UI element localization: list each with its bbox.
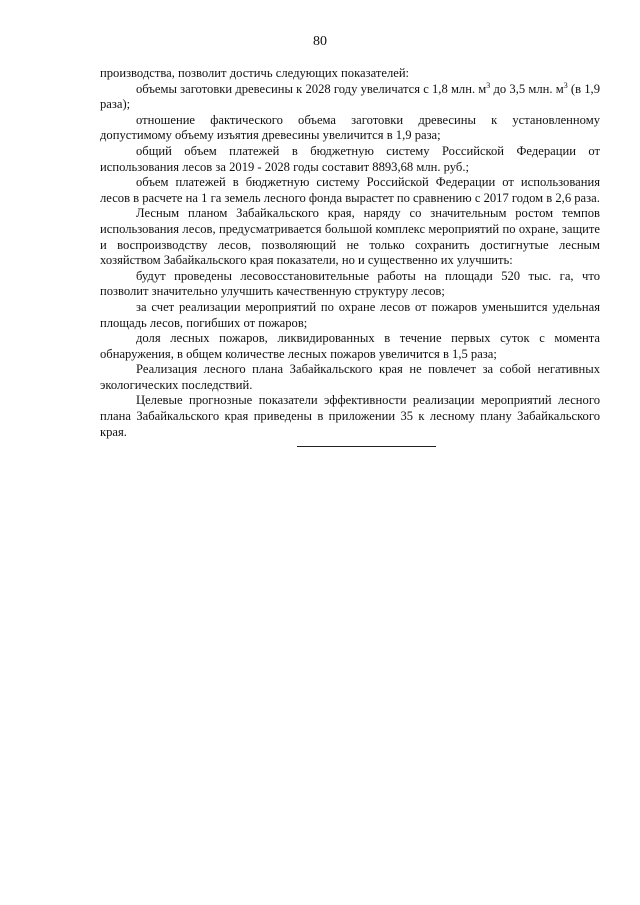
paragraph-reforestation: будут проведены лесовосстановительные работы на площади 520 тыс. га, что позволит значительно улучшить качественную структуру лесов; <box>100 268 600 299</box>
paragraph-harvest-ratio: отношение фактического объема заготовки древесины к установленному допустимому объему изъятия древесины увеличится в 1,9 раза; <box>100 112 600 143</box>
harvest-volume-text-middle: до 3,5 млн. м <box>490 81 564 96</box>
document-body <box>100 66 600 440</box>
paragraph-ecology: Реализация лесного плана Забайкальского края не повлечет за собой негативных экологических последствий. <box>100 362 600 392</box>
page-number: 80 <box>313 34 327 49</box>
paragraph-total-payments: общий объем платежей в бюджетную систему Российской Федерации от использования лесов за 2019 - 2028 годы составит 8893,68 млн. руб.; <box>100 143 600 174</box>
cubic-superscript: 3 <box>563 80 568 90</box>
paragraph-fire-share: доля лесных пожаров, ликвидированных в течение первых суток с момента обнаружения, в общем количестве лесных пожаров увеличится в 1,5 раза; <box>100 331 600 361</box>
paragraph-target-indicators: Целевые прогнозные показатели эффективности реализации мероприятий лесного плана Забайкальского края приведены в приложении 35 к лесному плану Забайкальского края. <box>100 393 600 439</box>
end-divider <box>297 446 436 447</box>
paragraph-payments-per-hectare: объем платежей в бюджетную систему Российской Федерации от использования лесов в расчете на 1 га земель лесного фонда вырастет по сравнению с 2017 годом в 2,6 раза. <box>100 175 600 205</box>
paragraph-forest-plan: Лесным планом Забайкальского края, наряду со значительным ростом темпов использования лесов, предусматривается большой комплекс мероприятий по охране, защите и воспроизводству лесов, позволяющий не только сохранить достигнутые лесным хозяйством Забайкальского края показатели, но и существенно их улучшить: <box>100 206 600 268</box>
paragraph-fire-protection: за счет реализации мероприятий по охране лесов от пожаров уменьшится удельная площадь лесов, погибших от пожаров; <box>100 299 600 330</box>
paragraph-intro: производства, позволит достичь следующих показателей: <box>100 66 410 80</box>
paragraph-harvest-volume <box>100 82 600 113</box>
harvest-volume-text-end: (в 1,9 раза); <box>100 81 600 112</box>
harvest-volume-text-start: объемы заготовки древесины к 2028 году увеличатся с 1,8 млн. м <box>136 81 487 96</box>
cubic-superscript: 3 <box>486 80 491 90</box>
